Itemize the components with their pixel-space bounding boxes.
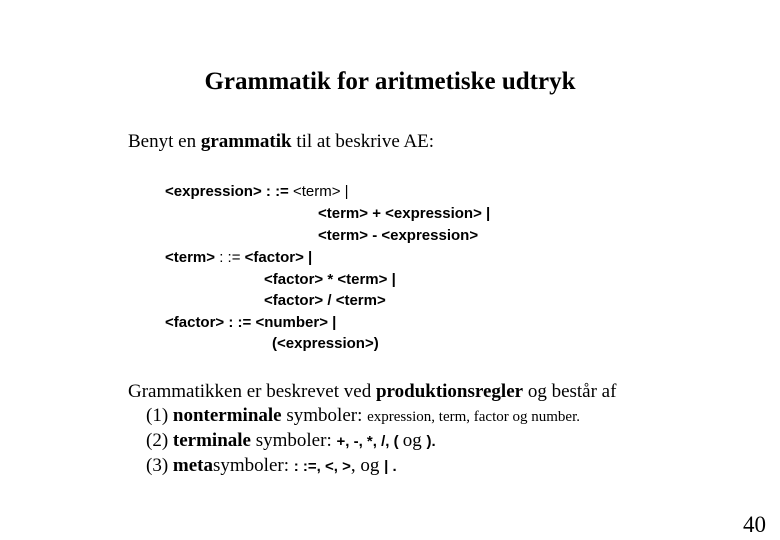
grammar-line-6: <factor> / <term> <box>264 292 386 309</box>
explanation-suffix: og består af <box>523 381 617 402</box>
explanation-bold-term: produktionsregler <box>375 381 524 402</box>
item-bold: nonterminale <box>172 405 282 426</box>
intro-prefix: Benyt en <box>128 131 201 152</box>
grammar-op: : := <box>215 249 241 266</box>
item-symbols-2: number. <box>531 409 580 425</box>
intro-line <box>128 131 434 153</box>
grammar-line-5: <factor> * <term> | <box>264 271 396 288</box>
grammar-op: : := <box>261 183 289 200</box>
grammar-lhs: <expression> <box>165 183 262 200</box>
explanation-prefix: Grammatikken er beskrevet ved <box>128 381 376 402</box>
grammar-rhs: <term> | <box>288 183 349 200</box>
intro-bold-term: grammatik <box>200 131 292 152</box>
grammar-line-8: (<expression>) <box>272 335 379 352</box>
slide-title: Grammatik for aritmetiske udtryk <box>204 68 576 95</box>
item-text: symboler: <box>213 455 294 476</box>
item-bold: meta <box>172 455 213 476</box>
grammar-lhs: <term> <box>165 249 216 266</box>
explanation-item-1 <box>146 405 580 427</box>
item-number: (1) <box>146 405 173 426</box>
item-text: symboler: <box>281 405 368 426</box>
item-og: , og <box>350 455 385 476</box>
grammar-line-4 <box>165 249 312 266</box>
explanation-item-2 <box>146 430 436 452</box>
grammar-line-2: <term> + <expression> | <box>318 205 491 222</box>
grammar-line-3: <term> - <expression> <box>318 227 479 244</box>
intro-suffix: til at beskrive AE: <box>291 131 435 152</box>
grammar-rhs: <number> | <box>251 314 337 331</box>
item-symbols: +, -, *, /, ( <box>336 433 403 450</box>
grammar-rhs: <factor> | <box>240 249 313 266</box>
item-number: (3) <box>146 455 173 476</box>
item-symbols: : :=, <, > <box>293 458 351 475</box>
grammar-lhs: <factor> <box>165 314 225 331</box>
explanation-intro <box>128 381 616 403</box>
grammar-line-1 <box>165 183 349 200</box>
item-bold: terminale <box>172 430 251 451</box>
item-symbols: expression, term, factor <box>367 409 509 425</box>
item-og: og <box>508 409 532 425</box>
item-end: | . <box>384 458 397 475</box>
explanation-item-3 <box>146 455 397 477</box>
grammar-op: : := <box>224 314 252 331</box>
item-end: ). <box>426 433 436 450</box>
grammar-line-7 <box>165 314 336 331</box>
page-number: 40 <box>743 512 766 537</box>
item-text: symboler: <box>250 430 337 451</box>
item-og: og <box>402 430 427 451</box>
item-number: (2) <box>146 430 173 451</box>
